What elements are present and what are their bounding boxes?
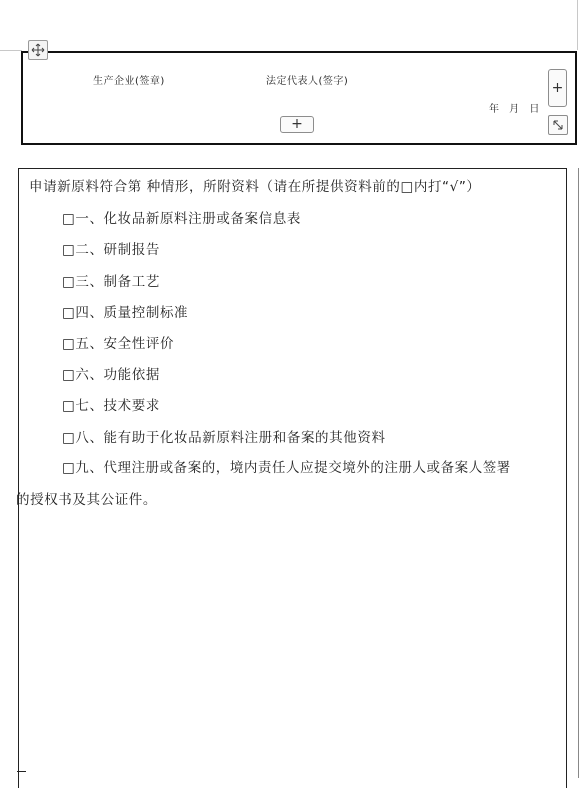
list-item: □一、化妆品新原料注册或备案信息表 bbox=[62, 211, 301, 227]
date-label: 年 月 日 bbox=[489, 104, 540, 115]
margin-guide-vertical bbox=[577, 0, 578, 50]
list-item: □四、质量控制标准 bbox=[62, 305, 189, 321]
producer-signature-label: 生产企业(签章) bbox=[93, 76, 165, 87]
list-item: □七、技术要求 bbox=[62, 398, 160, 414]
materials-intro: 申请新原料符合第 种情形，所附资料（请在所提供资料前的□内打“√”） bbox=[29, 179, 481, 195]
list-item: □五、安全性评价 bbox=[62, 336, 175, 352]
legal-representative-label: 法定代表人(签字) bbox=[266, 76, 349, 87]
table-move-handle[interactable] bbox=[28, 40, 48, 60]
materials-table bbox=[18, 168, 567, 788]
list-item: □二、研制报告 bbox=[62, 242, 160, 258]
list-item: □三、制备工艺 bbox=[62, 274, 160, 290]
add-column-button[interactable]: + bbox=[548, 69, 567, 107]
move-arrows-icon bbox=[31, 43, 45, 57]
margin-guide-horizontal bbox=[0, 50, 22, 51]
list-item: □六、功能依据 bbox=[62, 367, 160, 383]
table-resize-handle[interactable] bbox=[548, 115, 568, 135]
resize-diagonal-icon bbox=[552, 119, 564, 131]
list-item-nine-line1: □九、代理注册或备案的，境内责任人应提交境外的注册人或备案人签署 bbox=[62, 460, 511, 476]
add-row-button[interactable]: + bbox=[280, 116, 314, 133]
list-item: □八、能有助于化妆品新原料注册和备案的其他资料 bbox=[62, 430, 386, 446]
table-outer-border bbox=[578, 168, 579, 778]
list-item-nine-line2: 的授权书及其公证件。 bbox=[16, 492, 157, 508]
text-cursor-mark bbox=[17, 771, 26, 772]
